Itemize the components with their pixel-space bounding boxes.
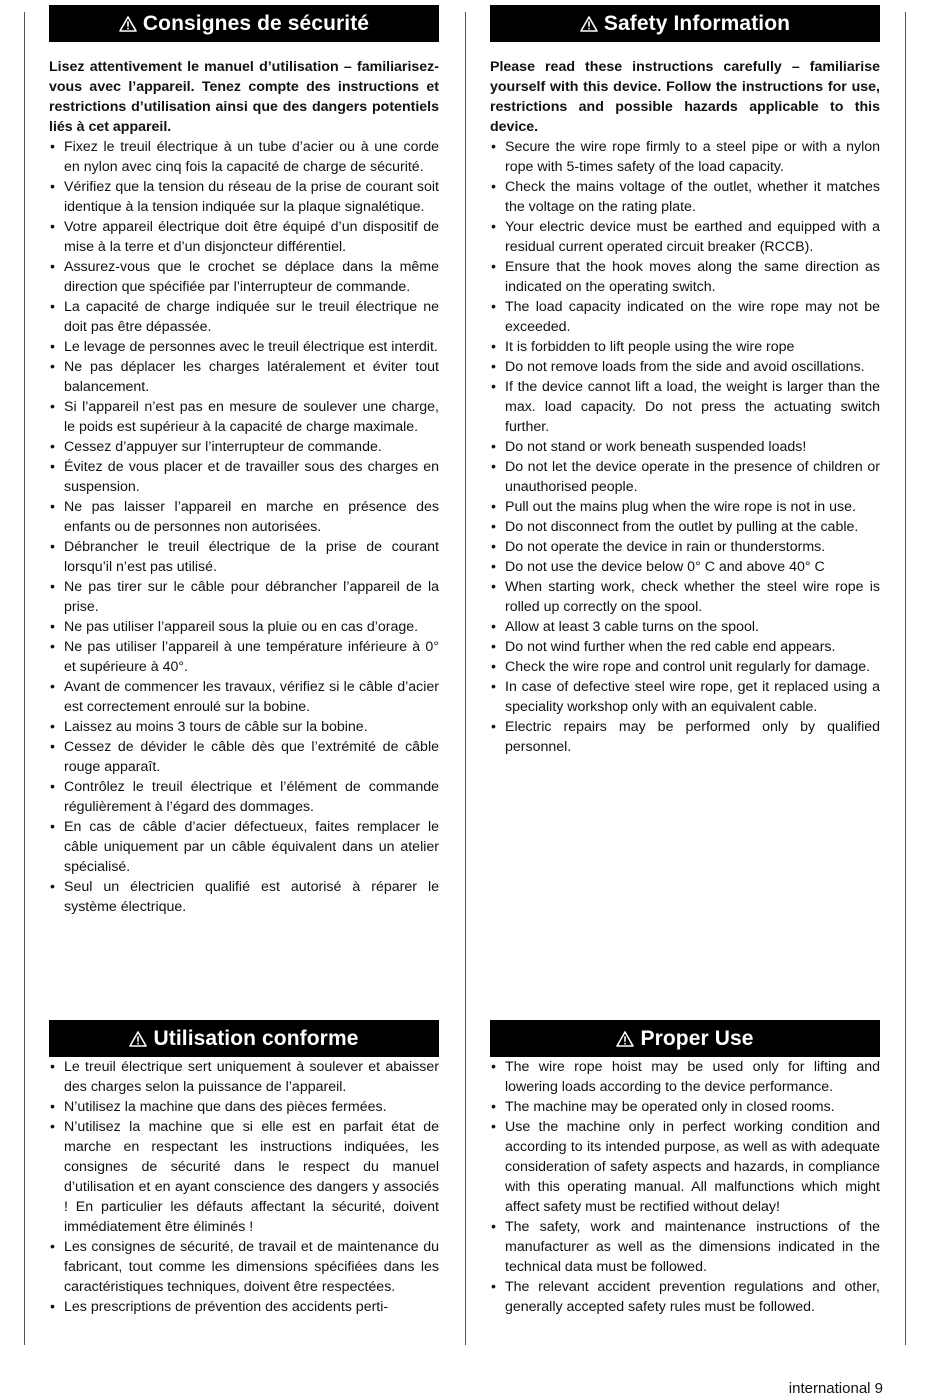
list-item bbox=[49, 437, 439, 457]
list-item bbox=[49, 817, 439, 877]
list-item bbox=[490, 1117, 880, 1217]
bullet-icon: • bbox=[491, 379, 496, 395]
fr-safety-header bbox=[49, 5, 439, 42]
bullet-icon: • bbox=[50, 459, 55, 475]
list-item bbox=[490, 1217, 880, 1277]
bullet-icon: • bbox=[491, 259, 496, 275]
fr-safety-section bbox=[49, 5, 439, 917]
warning-triangle-icon bbox=[580, 16, 598, 32]
list-item-text: Pull out the mains plug when the wire rope is not in use. bbox=[505, 499, 856, 515]
bullet-icon: • bbox=[491, 439, 496, 455]
bullet-icon: • bbox=[491, 1279, 496, 1295]
list-item bbox=[49, 617, 439, 637]
bullet-icon: • bbox=[50, 339, 55, 355]
list-item-text: Seul un électricien qualifié est autorisé à réparer le système électrique. bbox=[64, 879, 439, 915]
list-item bbox=[49, 777, 439, 817]
fr-safety-title: Consignes de sécurité bbox=[142, 11, 370, 35]
bullet-icon: • bbox=[491, 1099, 496, 1115]
bullet-icon: • bbox=[50, 779, 55, 795]
bullet-icon: • bbox=[491, 659, 496, 675]
bullet-icon: • bbox=[491, 619, 496, 635]
list-item bbox=[490, 1097, 880, 1117]
en-safety-intro: Please read these instructions carefully – familiarise yourself with this device. Follow the instructions for use, restrictions and possible hazards applicable to this device. bbox=[490, 59, 880, 135]
list-item-text: Le treuil électrique sert uniquement à soulever et abaisser des charges selon la puissance de l’appareil. bbox=[64, 1059, 439, 1095]
right-margin-rule bbox=[905, 12, 906, 1345]
list-item bbox=[49, 537, 439, 577]
list-item bbox=[49, 577, 439, 617]
list-item bbox=[490, 137, 880, 177]
list-item-text: Use the machine only in perfect working condition and according to its intended purpose, as well as with adequate consideration of safety aspects and hazards, in compliance with this operating manual. All malfunctions which might affect safety must be rectified without delay! bbox=[505, 1119, 880, 1215]
list-item bbox=[49, 257, 439, 297]
list-item-text: La capacité de charge indiquée sur le treuil électrique ne doit pas être dépassée. bbox=[64, 299, 439, 335]
list-item bbox=[490, 497, 880, 517]
bullet-icon: • bbox=[50, 1239, 55, 1255]
list-item bbox=[490, 637, 880, 657]
bullet-icon: • bbox=[50, 739, 55, 755]
list-item-text: Laissez au moins 3 tours de câble sur la bobine. bbox=[64, 719, 368, 735]
list-item bbox=[49, 717, 439, 737]
list-item bbox=[490, 577, 880, 617]
bullet-icon: • bbox=[491, 1119, 496, 1135]
list-item-text: Do not operate the device in rain or thunderstorms. bbox=[505, 539, 826, 555]
list-item-text: N’utilisez la machine que si elle est en parfait état de marche en respectant les instructions indiquées, les consignes de sécurité dans le respect du manuel d’utilisation et en ayant conscience des dangers y associés ! En particulier les défauts affectant la sécurité, doivent immédiatement être éliminés ! bbox=[64, 1119, 439, 1235]
list-item-text: The relevant accident prevention regulations and other, generally accepted safety rules must be followed. bbox=[505, 1279, 880, 1315]
bullet-icon: • bbox=[491, 359, 496, 375]
list-item-text: Electric repairs may be performed only by qualified personnel. bbox=[505, 719, 880, 755]
bullet-icon: • bbox=[491, 679, 496, 695]
bullet-icon: • bbox=[491, 459, 496, 475]
list-item bbox=[490, 557, 880, 577]
bullet-icon: • bbox=[491, 519, 496, 535]
bullet-icon: • bbox=[50, 139, 55, 155]
list-item bbox=[490, 657, 880, 677]
list-item bbox=[49, 677, 439, 717]
list-item bbox=[490, 297, 880, 337]
bullet-icon: • bbox=[50, 1119, 55, 1135]
bullet-icon: • bbox=[491, 1059, 496, 1075]
en-safety-title: Safety Information bbox=[603, 11, 791, 35]
bullet-icon: • bbox=[491, 139, 496, 155]
warning-triangle-icon bbox=[119, 16, 137, 32]
bullet-icon: • bbox=[50, 1299, 55, 1315]
bullet-icon: • bbox=[50, 1059, 55, 1075]
bullet-icon: • bbox=[491, 559, 496, 575]
bullet-icon: • bbox=[50, 1099, 55, 1115]
list-item bbox=[490, 677, 880, 717]
en-use-header bbox=[490, 1020, 880, 1057]
bullet-icon: • bbox=[50, 499, 55, 515]
bullet-icon: • bbox=[491, 719, 496, 735]
fr-safety-list bbox=[49, 137, 439, 917]
list-item bbox=[49, 397, 439, 437]
list-item-text: Do not remove loads from the side and avoid oscillations. bbox=[505, 359, 865, 375]
list-item-text: The safety, work and maintenance instructions of the manufacturer as well as the dimensions indicated in the technical data must be followed. bbox=[505, 1219, 880, 1275]
bullet-icon: • bbox=[491, 539, 496, 555]
list-item bbox=[49, 217, 439, 257]
list-item-text: Ne pas tirer sur le câble pour débrancher l’appareil de la prise. bbox=[64, 579, 439, 615]
list-item-text: Votre appareil électrique doit être équipé d’un dispositif de mise à la terre et d’un disjoncteur différentiel. bbox=[64, 219, 439, 255]
list-item-text: N’utilisez la machine que dans des pièces fermées. bbox=[64, 1099, 387, 1115]
list-item bbox=[490, 457, 880, 497]
list-item-text: Les consignes de sécurité, de travail et de maintenance du fabricant, tout comme les dimensions spécifiées dans les caractéristiques techniques, doivent être respectées. bbox=[64, 1239, 439, 1295]
list-item bbox=[490, 617, 880, 637]
list-item bbox=[490, 1277, 880, 1317]
list-item bbox=[49, 497, 439, 537]
list-item-text: The load capacity indicated on the wire rope may not be exceeded. bbox=[505, 299, 880, 335]
list-item bbox=[490, 537, 880, 557]
list-item bbox=[49, 177, 439, 217]
list-item-text: Cessez de dévider le câble dès que l’extrémité de câble rouge apparaît. bbox=[64, 739, 439, 775]
list-item-text: Vérifiez que la tension du réseau de la prise de courant soit identique à la tension indiquée sur la plaque signalétique. bbox=[64, 179, 439, 215]
list-item-text: In case of defective steel wire rope, get it replaced using a speciality workshop only with an equivalent cable. bbox=[505, 679, 880, 715]
list-item-text: Débrancher le treuil électrique de la prise de courant lorsqu’il n’est pas utilisé. bbox=[64, 539, 439, 575]
en-safety-list bbox=[490, 137, 880, 757]
warning-triangle-icon bbox=[616, 1031, 634, 1047]
list-item-text: Cessez d’appuyer sur l’interrupteur de commande. bbox=[64, 439, 382, 455]
list-item-text: Ne pas déplacer les charges latéralement et éviter tout balancement. bbox=[64, 359, 439, 395]
fr-safety-intro: Lisez attentivement le manuel d’utilisation – familiarisez-vous avec l’appareil. Tenez compte des instructions et restrictions d’utilisation ainsi que des dangers potentiels liés à cet appareil. bbox=[49, 59, 439, 135]
list-item bbox=[49, 737, 439, 777]
list-item-text: Ne pas utiliser l’appareil sous la pluie ou en cas d’orage. bbox=[64, 619, 419, 635]
list-item bbox=[49, 1097, 439, 1117]
list-item-text: Ne pas laisser l’appareil en marche en présence des enfants ou de personnes non autorisées. bbox=[64, 499, 439, 535]
en-use-section bbox=[490, 1020, 880, 1317]
list-item-text: Si l’appareil n’est pas en mesure de soulever une charge, le poids est supérieur à la capacité de charge maximale. bbox=[64, 399, 439, 435]
en-safety-section bbox=[490, 5, 880, 757]
list-item-text: Assurez-vous que le crochet se déplace dans la même direction que spécifiée par l’interrupteur de commande. bbox=[64, 259, 439, 295]
list-item bbox=[490, 257, 880, 297]
list-item-text: Ensure that the hook moves along the same direction as indicated on the operating switch. bbox=[505, 259, 880, 295]
list-item bbox=[490, 337, 880, 357]
bullet-icon: • bbox=[50, 539, 55, 555]
bullet-icon: • bbox=[50, 299, 55, 315]
list-item-text: Les prescriptions de prévention des accidents perti- bbox=[64, 1299, 389, 1315]
bullet-icon: • bbox=[50, 639, 55, 655]
list-item-text: Secure the wire rope firmly to a steel pipe or with a nylon rope with 5-times safety of the load capacity. bbox=[505, 139, 880, 175]
bullet-icon: • bbox=[50, 359, 55, 375]
bullet-icon: • bbox=[50, 879, 55, 895]
bullet-icon: • bbox=[491, 639, 496, 655]
list-item bbox=[490, 1057, 880, 1097]
list-item bbox=[49, 1057, 439, 1097]
list-item bbox=[49, 1297, 439, 1317]
list-item bbox=[490, 177, 880, 217]
list-item bbox=[490, 517, 880, 537]
bullet-icon: • bbox=[491, 339, 496, 355]
list-item-text: Évitez de vous placer et de travailler sous des charges en suspension. bbox=[64, 459, 439, 495]
list-item bbox=[490, 377, 880, 437]
page-footer-label: international 9 bbox=[788, 1380, 883, 1397]
bullet-icon: • bbox=[50, 259, 55, 275]
list-item bbox=[49, 877, 439, 917]
list-item bbox=[490, 437, 880, 457]
list-item-text: The wire rope hoist may be used only for lifting and lowering loads according to the device performance. bbox=[505, 1059, 880, 1095]
list-item-text: Fixez le treuil électrique à un tube d’acier ou à une corde en nylon avec cinq fois la capacité de charge de sécurité. bbox=[64, 139, 439, 175]
left-margin-rule bbox=[24, 12, 25, 1345]
list-item-text: If the device cannot lift a load, the weight is larger than the max. load capacity. Do not press the actuating switch further. bbox=[505, 379, 880, 435]
list-item bbox=[49, 137, 439, 177]
list-item-text: Check the wire rope and control unit regularly for damage. bbox=[505, 659, 871, 675]
list-item bbox=[49, 357, 439, 397]
list-item-text: Ne pas utiliser l’appareil à une température inférieure à 0° et supérieure à 40°. bbox=[64, 639, 439, 675]
center-divider-rule bbox=[465, 12, 466, 1345]
list-item-text: Allow at least 3 cable turns on the spool. bbox=[505, 619, 759, 635]
list-item bbox=[49, 337, 439, 357]
bullet-icon: • bbox=[50, 679, 55, 695]
list-item bbox=[490, 717, 880, 757]
list-item-text: Your electric device must be earthed and equipped with a residual current operated circuit breaker (RCCB). bbox=[505, 219, 880, 255]
list-item-text: Do not wind further when the red cable end appears. bbox=[505, 639, 836, 655]
list-item bbox=[49, 1117, 439, 1237]
bullet-icon: • bbox=[50, 619, 55, 635]
fr-use-list bbox=[49, 1057, 439, 1317]
list-item-text: Avant de commencer les travaux, vérifiez si le câble d’acier est correctement enroulé sur la bobine. bbox=[64, 679, 439, 715]
list-item bbox=[49, 457, 439, 497]
bullet-icon: • bbox=[50, 219, 55, 235]
warning-triangle-icon bbox=[129, 1031, 147, 1047]
bullet-icon: • bbox=[491, 1219, 496, 1235]
en-use-list bbox=[490, 1057, 880, 1317]
bullet-icon: • bbox=[50, 579, 55, 595]
bullet-icon: • bbox=[50, 439, 55, 455]
bullet-icon: • bbox=[491, 179, 496, 195]
bullet-icon: • bbox=[491, 299, 496, 315]
list-item bbox=[49, 637, 439, 677]
list-item-text: Do not use the device below 0° C and above 40° C bbox=[505, 559, 825, 575]
fr-use-section bbox=[49, 1020, 439, 1317]
list-item bbox=[49, 1237, 439, 1297]
bullet-icon: • bbox=[491, 499, 496, 515]
list-item bbox=[490, 217, 880, 257]
bullet-icon: • bbox=[491, 219, 496, 235]
list-item-text: When starting work, check whether the steel wire rope is rolled up correctly on the spool. bbox=[505, 579, 880, 615]
list-item-text: Contrôlez le treuil électrique et l’élément de commande régulièrement à l’égard des dommages. bbox=[64, 779, 439, 815]
list-item bbox=[49, 297, 439, 337]
list-item-text: Le levage de personnes avec le treuil électrique est interdit. bbox=[64, 339, 438, 355]
fr-use-header bbox=[49, 1020, 439, 1057]
bullet-icon: • bbox=[50, 399, 55, 415]
list-item-text: Check the mains voltage of the outlet, whether it matches the voltage on the rating plate. bbox=[505, 179, 880, 215]
list-item-text: Do not disconnect from the outlet by pulling at the cable. bbox=[505, 519, 859, 535]
fr-use-title: Utilisation conforme bbox=[153, 1026, 359, 1050]
list-item bbox=[490, 357, 880, 377]
list-item-text: En cas de câble d’acier défectueux, faites remplacer le câble uniquement par un câble équivalent dans un atelier spécialisé. bbox=[64, 819, 439, 875]
en-safety-header bbox=[490, 5, 880, 42]
bullet-icon: • bbox=[50, 719, 55, 735]
list-item-text: Do not stand or work beneath suspended loads! bbox=[505, 439, 807, 455]
bullet-icon: • bbox=[50, 819, 55, 835]
list-item-text: The machine may be operated only in closed rooms. bbox=[505, 1099, 835, 1115]
bullet-icon: • bbox=[50, 179, 55, 195]
list-item-text: Do not let the device operate in the presence of children or unauthorised people. bbox=[505, 459, 880, 495]
list-item-text: It is forbidden to lift people using the wire rope bbox=[505, 339, 795, 355]
bullet-icon: • bbox=[491, 579, 496, 595]
en-use-title: Proper Use bbox=[640, 1026, 754, 1050]
